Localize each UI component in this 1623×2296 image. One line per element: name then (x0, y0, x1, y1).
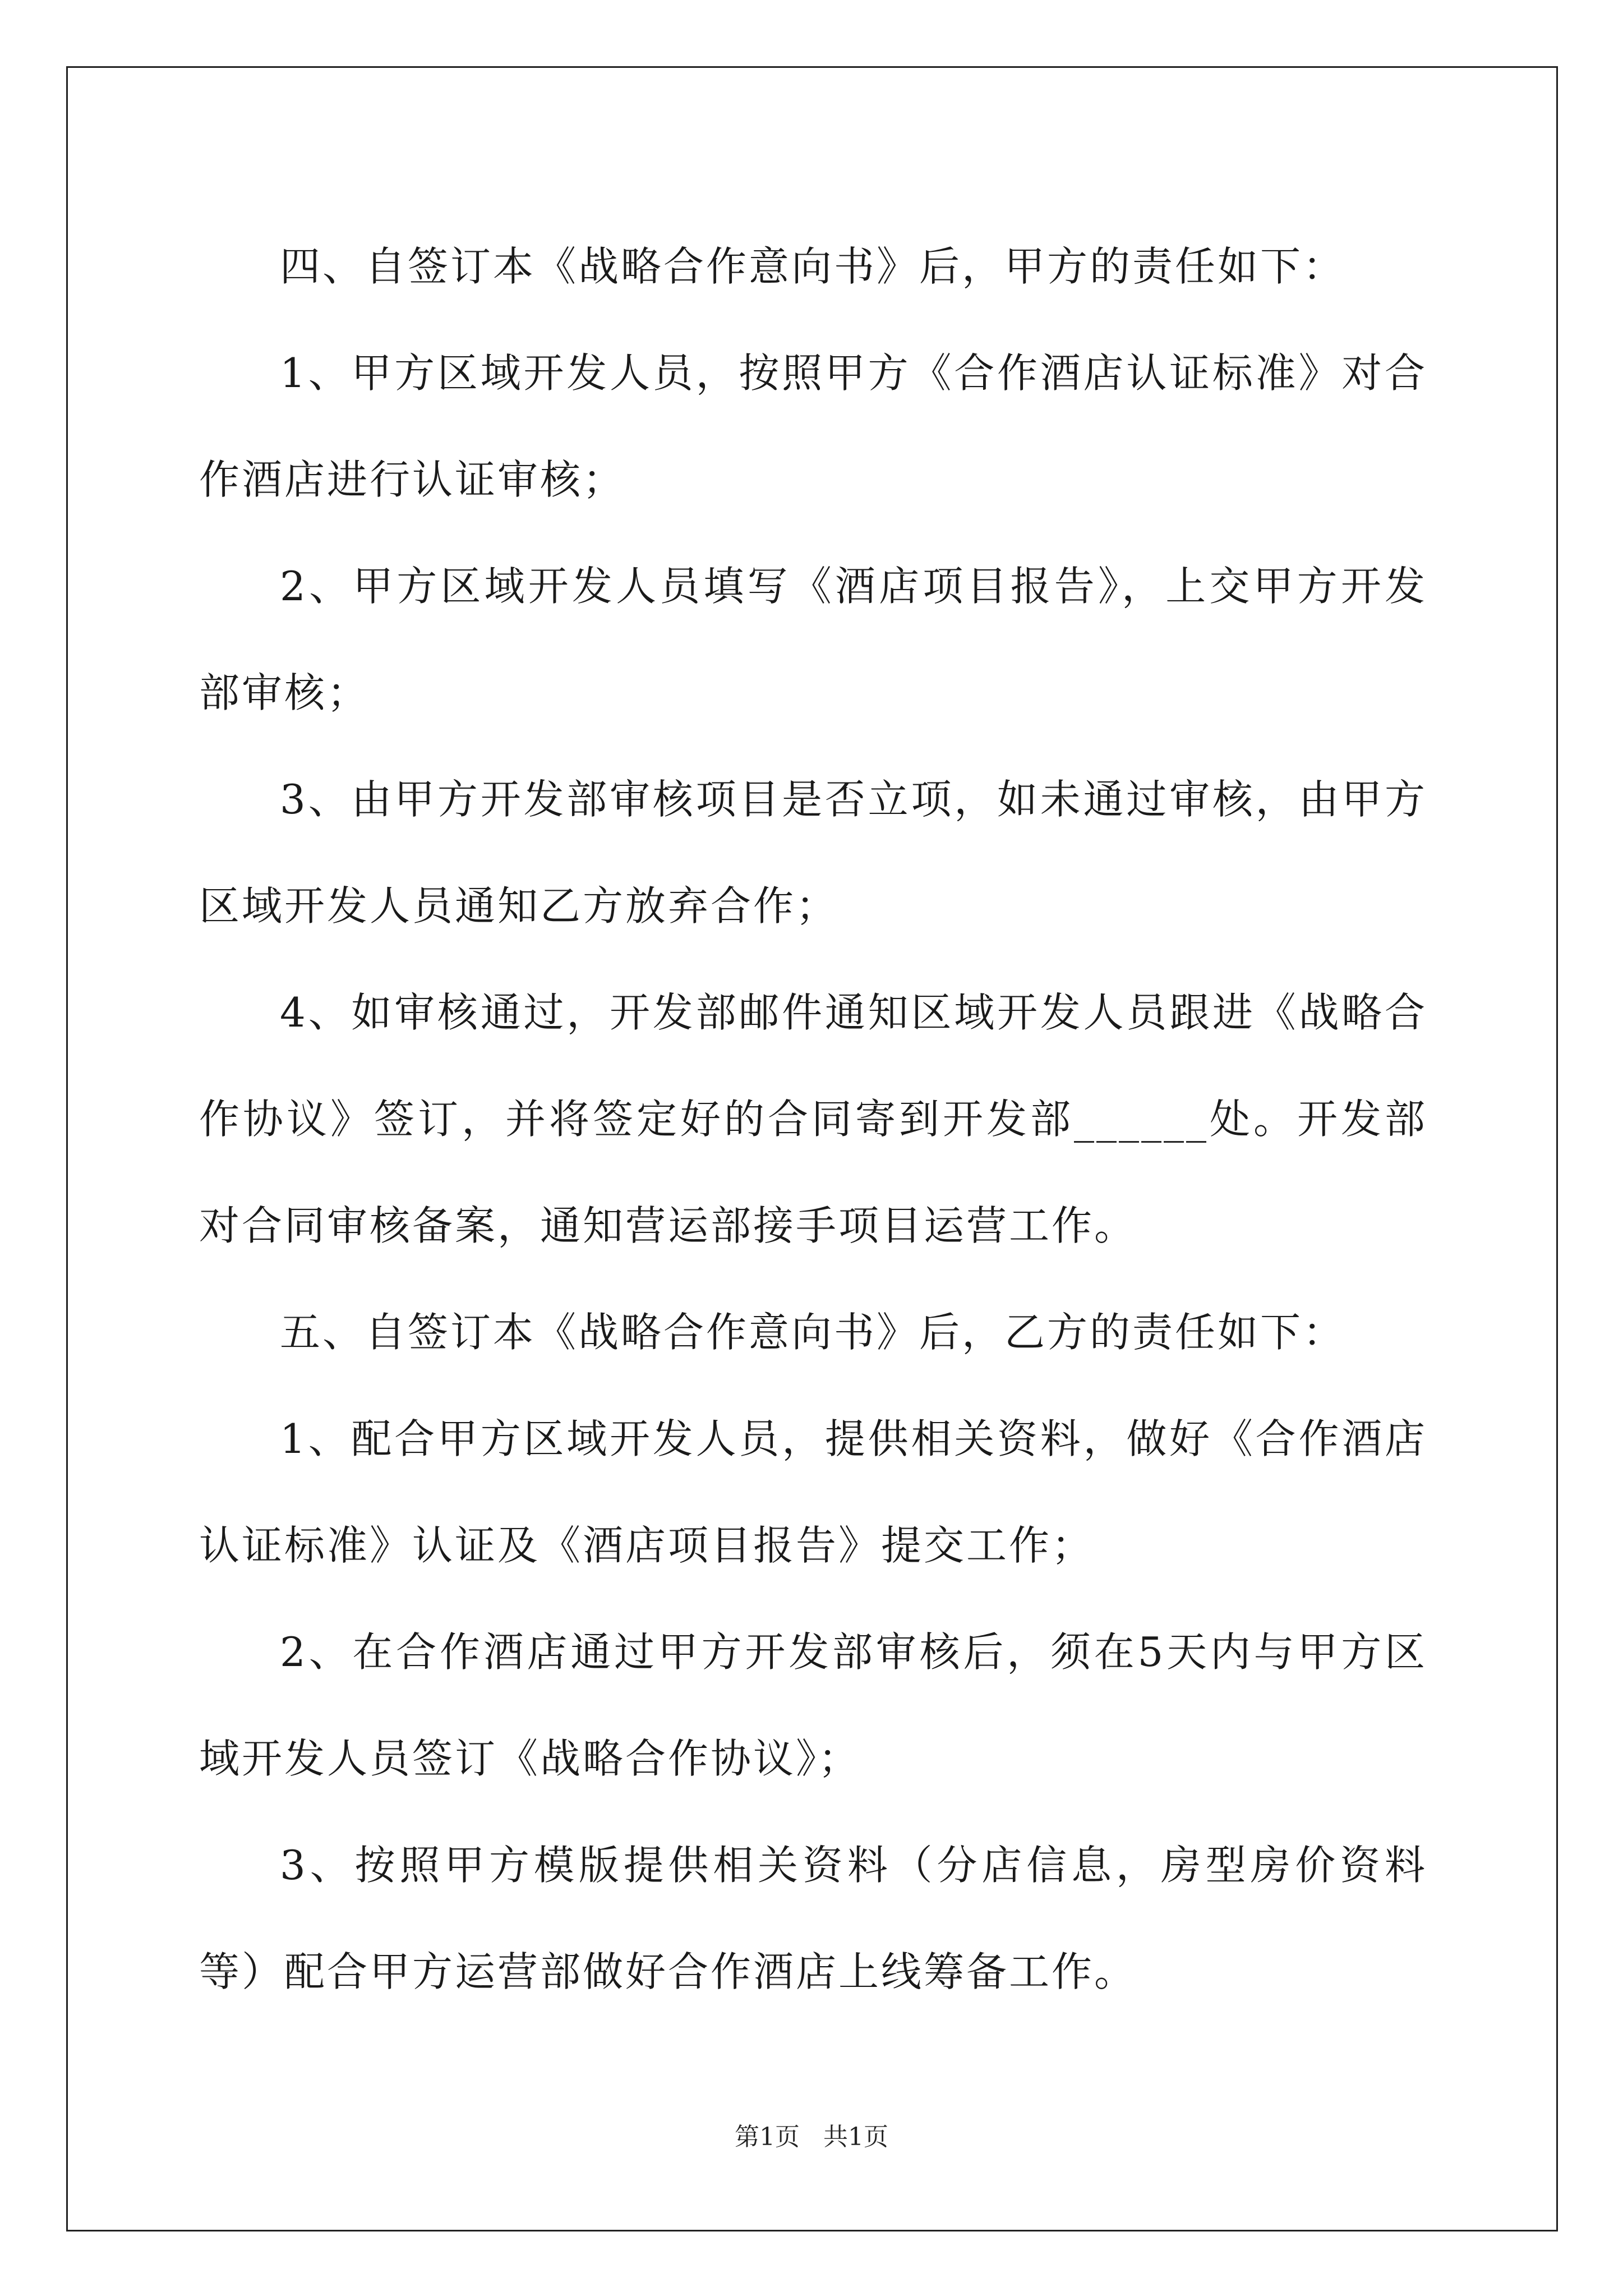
page-footer (0, 2120, 1623, 2154)
page-number: 第1页 (735, 2123, 800, 2151)
paragraph-party-a-item-2: 2、甲方区域开发人员填写《酒店项目报告》，上交甲方开发部审核； (199, 563, 1427, 716)
paragraph-section-4-heading: 四、自签订本《战略合作意向书》后，甲方的责任如下： (280, 243, 1346, 290)
total-pages: 共1页 (823, 2123, 888, 2151)
paragraph-party-b-item-3: 3、按照甲方模版提供相关资料（分店信息，房型房价资料等）配合甲方运营部做好合作酒店上线筹备工作。 (199, 1842, 1427, 1995)
paragraph-party-b-item-2: 2、在合作酒店通过甲方开发部审核后，须在5天内与甲方区域开发人员签订《战略合作协议》； (199, 1628, 1427, 1782)
paragraph-party-a-item-1: 1、甲方区域开发人员，按照甲方《合作酒店认证标准》对合作酒店进行认证审核； (199, 349, 1427, 503)
paragraph-party-a-item-4: 4、如审核通过，开发部邮件通知区域开发人员跟进《战略合作协议》签订，并将签定好的合同寄到开发部______处。开发部对合同审核备案，通知营运部接手项目运营工作。 (199, 989, 1427, 1249)
document-body (199, 213, 1427, 2025)
paragraph-party-a-item-3: 3、由甲方开发部审核项目是否立项，如未通过审核，由甲方区域开发人员通知乙方放弃合作； (199, 776, 1427, 930)
paragraph-section-5-heading: 五、自签订本《战略合作意向书》后，乙方的责任如下： (280, 1309, 1346, 1356)
paragraph-party-b-item-1: 1、配合甲方区域开发人员，提供相关资料，做好《合作酒店认证标准》认证及《酒店项目报告》提交工作； (199, 1415, 1427, 1569)
